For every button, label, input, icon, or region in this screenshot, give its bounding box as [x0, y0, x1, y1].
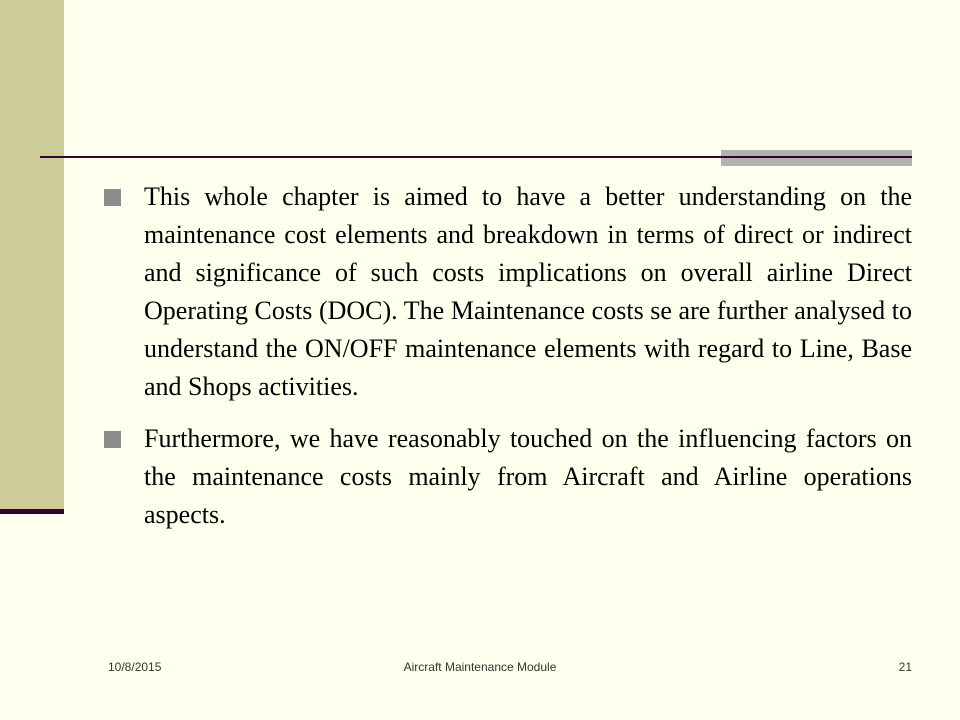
- square-bullet-icon: [104, 189, 121, 206]
- slide-number: 21: [898, 660, 912, 674]
- bullet-item: [104, 178, 912, 406]
- side-decoration-bar: [0, 0, 64, 511]
- square-bullet-icon: [104, 431, 121, 448]
- title-divider-accent-line: [721, 156, 912, 158]
- bullet-text: Furthermore, we have reasonably touched on the influencing factors on the maintenance costs mainly from Aircraft and Airline operations aspects.: [144, 424, 912, 529]
- bullet-item: [104, 420, 912, 534]
- side-decoration-line: [0, 509, 64, 514]
- bullet-text: This whole chapter is aimed to have a better understanding on the maintenance cost elements and breakdown in terms of direct or indirect and significance of such costs implications on overall airline Direct Operating Costs (DOC). The Maintenance costs se are further analysed to understand the ON/OFF maintenance elements with regard to Line, Base and Shops activities.: [144, 182, 912, 401]
- footer-title: Aircraft Maintenance Module: [403, 660, 557, 674]
- slide-content: [104, 178, 912, 534]
- footer-date: 10/8/2015: [108, 660, 162, 674]
- title-divider-accent: [721, 150, 912, 166]
